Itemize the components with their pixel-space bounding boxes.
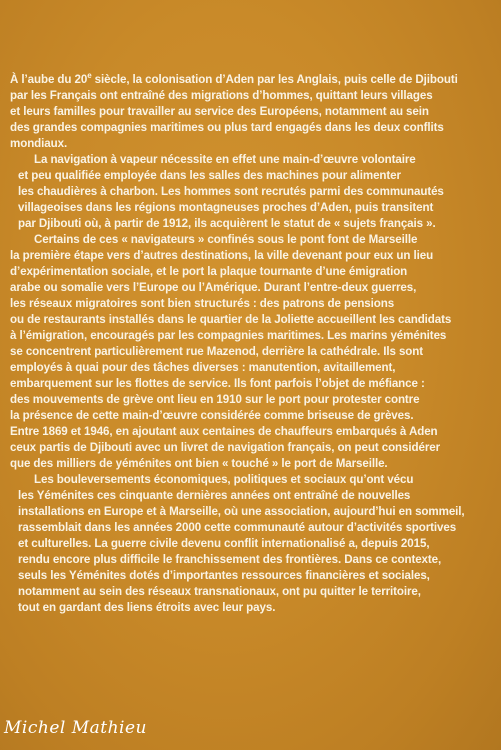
text-line: les réseaux migratoires sont bien structurés : des patrons de pensions: [10, 297, 395, 310]
text-line: la première étape vers d’autres destinations, la ville devenant pour eux un lieu: [10, 249, 434, 262]
text-fragment: siècle, la colonisation d’Aden par les Anglais, puis celle de Djibouti: [91, 73, 458, 86]
text-line: la présence de cette main-d’œuvre considérée comme briseuse de grèves.: [10, 409, 414, 422]
text-line: des grandes compagnies maritimes ou plus tard engagés dans les deux conflits: [10, 121, 444, 134]
text-line: installations en Europe et à Marseille, où une association, aujourd’hui en sommeil,: [18, 505, 465, 518]
paragraph-3: [10, 232, 498, 472]
text-line: et leurs familles pour travailler au service des Européens, notamment au sein: [10, 105, 429, 118]
paragraph-2: [10, 152, 498, 232]
text-line: employés à quai pour des tâches diverses : manutention, avitaillement,: [10, 361, 396, 374]
text-line: rendu encore plus difficile le franchissement des frontières. Dans ce contexte,: [18, 553, 442, 566]
text-line: et peu qualifiée employée dans les salles des machines pour alimenter: [18, 169, 401, 182]
paragraph-4: [10, 472, 498, 616]
text-line: mondiaux.: [10, 137, 68, 150]
text-line: et culturelles. La guerre civile devenu conflit internationalisé a, depuis 2015,: [18, 537, 430, 550]
text-line: arabe ou somalie vers l’Europe ou l’Amérique. Durant l’entre-deux guerres,: [10, 281, 417, 294]
text-line: à l’émigration, encouragés par les compagnies maritimes. Les marins yéménites: [10, 329, 447, 342]
text-line: se concentrent particulièrement rue Mazenod, derrière la cathédrale. Ils sont: [10, 345, 424, 358]
text-line: ou de restaurants installés dans le quartier de la Joliette accueillent les candidats: [10, 313, 452, 326]
paragraph-1: [10, 72, 498, 152]
text-line: [10, 72, 498, 88]
text-line: La navigation à vapeur nécessite en effet une main-d’œuvre volontaire: [34, 153, 416, 166]
superscript: e: [87, 71, 92, 81]
text-panel: [10, 72, 498, 616]
text-line: villageoises dans les régions montagneuses proches d’Aden, puis transitent: [18, 201, 434, 214]
text-line: tout en gardant des liens étroits avec leur pays.: [18, 601, 276, 614]
text-line: notamment au sein des réseaux transnationaux, ont pu quitter le territoire,: [18, 585, 421, 598]
text-line: embarquement sur les flottes de service. Ils font parfois l’objet de méfiance :: [10, 377, 425, 390]
text-line: que des milliers de yéménites ont bien « touché » le port de Marseille.: [10, 457, 388, 470]
text-line: les Yéménites ces cinquante dernières années ont entraîné de nouvelles: [18, 489, 411, 502]
text-line: par les Français ont entraîné des migrations d’hommes, quittant leurs villages: [10, 89, 433, 102]
text-line: rassemblait dans les années 2000 cette communauté autour d’activités sportives: [18, 521, 457, 534]
text-line: ceux partis de Djibouti avec un livret de navigation français, on peut considérer: [10, 441, 441, 454]
text-fragment: À l’aube du 20: [10, 73, 88, 86]
text-line: Les bouleversements économiques, politiques et sociaux qu’ont vécu: [34, 473, 414, 486]
text-line: seuls les Yéménites dotés d’importantes ressources financières et sociales,: [18, 569, 430, 582]
photographer-signature: Michel Mathieu: [4, 718, 147, 738]
text-line: les chaudières à charbon. Les hommes sont recrutés parmi des communautés: [18, 185, 444, 198]
text-line: Entre 1869 et 1946, en ajoutant aux centaines de chauffeurs embarqués à Aden: [10, 425, 438, 438]
text-line: d’expérimentation sociale, et le port la plaque tournante d’une émigration: [10, 265, 408, 278]
text-line: Certains de ces « navigateurs » confinés sous le pont font de Marseille: [34, 233, 418, 246]
text-line: des mouvements de grève ont lieu en 1910 sur le port pour protester contre: [10, 393, 420, 406]
text-line: par Djibouti où, à partir de 1912, ils acquièrent le statut de « sujets français ».: [18, 217, 436, 230]
